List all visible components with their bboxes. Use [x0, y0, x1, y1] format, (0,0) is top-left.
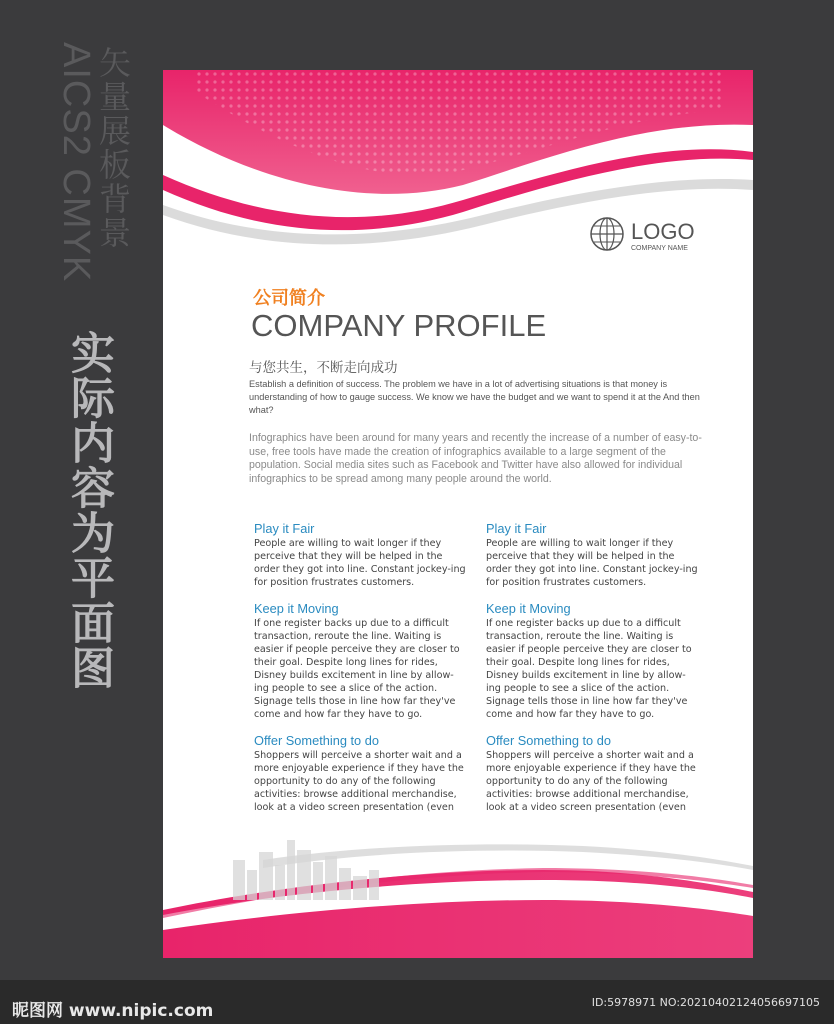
section-body: People are willing to wait longer if they perceive that they will be helped in the order they got into line. Constant jockey-ing for position frustrates customers.: [486, 538, 698, 588]
slogan: 与您共生，不断走向成功: [249, 360, 398, 376]
city-skyline-graphic: [233, 840, 379, 900]
section-body: Shoppers will perceive a shorter wait and a more enjoyable experience if they have the opportunity to do any of the following activities: browse additional merchandise, look at a video screen presentation (even: [486, 750, 696, 813]
poster-board: [163, 70, 753, 958]
globe-icon: [589, 216, 625, 256]
vertical-notice-label: 实际内容为平面图: [63, 330, 114, 690]
section-body: People are willing to wait longer if they perceive that they will be helped in the order they got into line. Constant jockey-ing for position frustrates customers.: [254, 538, 466, 588]
section-body: If one register backs up due to a difficult transaction, reroute the line. Waiting is easier if people perceive they are closer to their goal. Despite long lines for rides, Disney builds excitement in line by allow-ing people to see a slice of the action. Signage tells those in line how far they've come and how far they have to go.: [254, 618, 460, 720]
section-title: Keep it Moving: [486, 601, 571, 616]
section-title: Play it Fair: [254, 521, 315, 536]
section-title: Keep it Moving: [254, 601, 339, 616]
company-logo: [589, 216, 695, 256]
watermark-site: 昵图网 www.nipic.com: [12, 1001, 214, 1021]
watermark-id: ID:5978971 NO:20210402124056697105: [591, 996, 820, 1009]
vertical-title-label: 矢量展板背景: [94, 46, 132, 250]
section-block: [486, 601, 700, 721]
section-body: Shoppers will perceive a shorter wait and a more enjoyable experience if they have the opportunity to do any of the following activities: browse additional merchandise, look at a video screen presentation (even: [254, 750, 464, 813]
left-column: [254, 521, 468, 826]
section-title: Offer Something to do: [254, 733, 379, 748]
right-column: [486, 521, 700, 826]
vertical-format-label: AICS2 CMYK: [55, 42, 97, 283]
section-block: [486, 733, 700, 814]
page-title: COMPANY PROFILE: [251, 308, 547, 343]
intro-paragraph-1: Establish a definition of success. The problem we have in a lot of advertising situations is that money is understanding of how to gauge success. We know we have the budget and we want to spend it at the And then what?: [249, 379, 700, 415]
section-block: [254, 521, 468, 589]
section-block: [254, 733, 468, 814]
section-title: Offer Something to do: [486, 733, 611, 748]
logo-company-name: COMPANY NAME: [631, 244, 688, 252]
section-body: If one register backs up due to a difficult transaction, reroute the line. Waiting is easier if people perceive they are closer to their goal. Despite long lines for rides, Disney builds excitement in line by allow-ing people to see a slice of the action. Signage tells those in line how far they've come and how far they have to go.: [486, 618, 692, 720]
section-block: [486, 521, 700, 589]
section-block: [254, 601, 468, 721]
logo-text: LOGO: [631, 218, 695, 244]
intro-paragraph-2: Infographics have been around for many years and recently the increase of a number of easy-to-use, free tools have made the creation of infographics available to a large segment of the population. Social media sites such as Facebook and Twitter have also allowed for individual infographics to be spread among many people around the world.: [249, 432, 702, 485]
title-chinese: 公司简介: [253, 288, 325, 309]
section-title: Play it Fair: [486, 521, 547, 536]
